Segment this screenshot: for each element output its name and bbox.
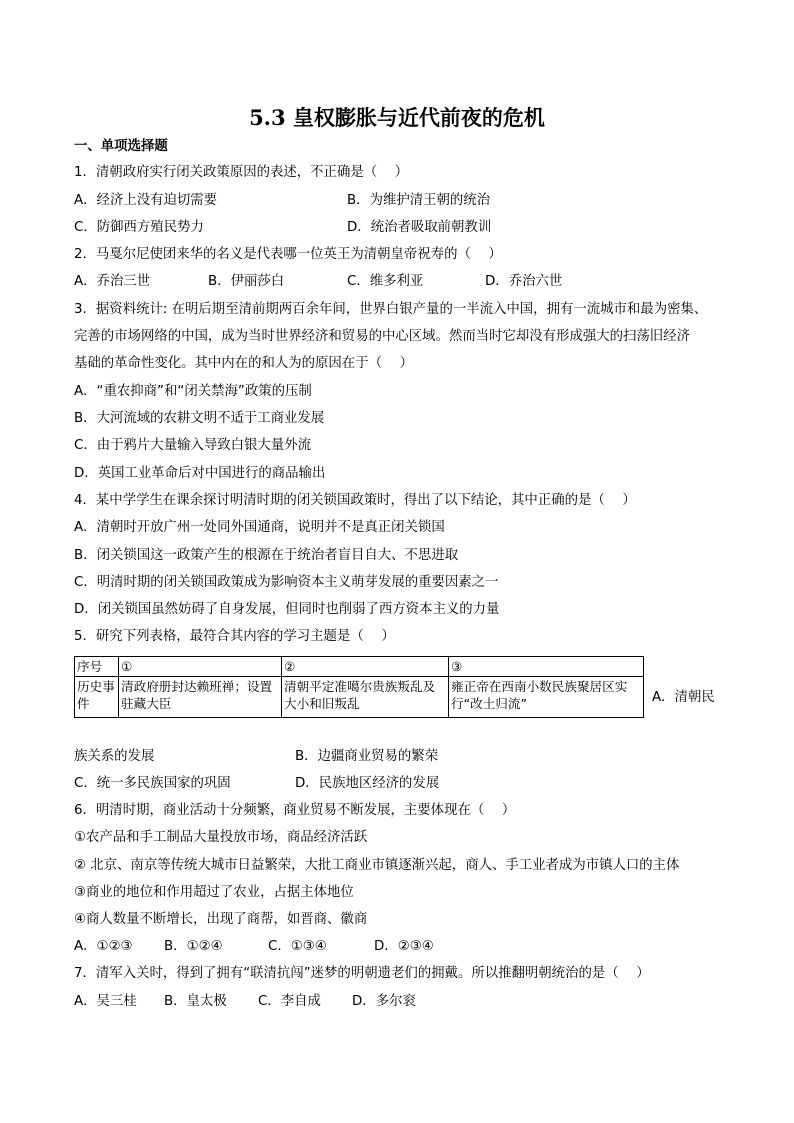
question-6-stem: 6．明清时期，商业活动十分频繁，商业贸易不断发展，主要体现在（ ） <box>74 803 516 818</box>
question-6-option-c[interactable]: C．①③④ <box>268 939 327 954</box>
question-4-option-c[interactable]: C．明清时期的闭关锁国政策成为影响资本主义萌芽发展的重要因素之一 <box>74 575 499 590</box>
question-6-option-d[interactable]: D．②③④ <box>374 939 434 954</box>
question-2-stem: 2．马戛尔尼使团来华的名义是代表哪一位英王为清朝皇帝祝寿的（ ） <box>74 247 502 262</box>
question-6-option-b[interactable]: B．①②④ <box>164 939 223 954</box>
table-header-3: ③ <box>449 657 644 677</box>
question-5-option-c[interactable]: C．统一多民族国家的巩固 <box>74 776 231 791</box>
table-cell-3: 雍正帝在西南小数民族聚居区实行“改土归流” <box>449 677 644 718</box>
question-2-option-b[interactable]: B．伊丽莎白 <box>208 274 285 289</box>
question-3-option-b[interactable]: B．大河流域的农耕文明不适于工商业发展 <box>74 411 325 426</box>
question-2-option-d[interactable]: D．乔治六世 <box>485 274 563 289</box>
question-5-table <box>74 656 644 718</box>
question-1-stem: 1．清朝政府实行闭关政策原因的表述，不正确是（ ） <box>74 165 409 180</box>
question-7-option-c[interactable]: C．李自成 <box>258 994 321 1009</box>
table-header-index: 序号 <box>75 657 119 677</box>
question-6-statement-3: ③商业的地位和作用超过了农业，占据主体地位 <box>74 885 354 900</box>
question-4-option-b[interactable]: B．闭关锁国这一政策产生的根源在于统治者盲目自大、不思进取 <box>74 548 459 563</box>
question-1-option-b[interactable]: B．为维护清王朝的统治 <box>347 193 491 208</box>
question-6-statement-4: ④商人数量不断增长，出现了商帮，如晋商、徽商 <box>74 912 368 927</box>
table-cell-1: 清政府册封达赖班禅；设置驻藏大臣 <box>119 677 282 718</box>
question-2-option-a[interactable]: A．乔治三世 <box>74 274 151 289</box>
question-6-statement-1: ①农产品和手工制品大量投放市场，商品经济活跃 <box>74 830 368 845</box>
table-header-1: ① <box>119 657 282 677</box>
question-3-option-d[interactable]: D．英国工业革命后对中国进行的商品输出 <box>74 466 326 481</box>
question-1-option-a[interactable]: A．经济上没有迫切需要 <box>74 193 218 208</box>
question-7-option-a[interactable]: A．吴三桂 <box>74 994 137 1009</box>
question-6-option-a[interactable]: A．①②③ <box>74 939 133 954</box>
question-3-stem-line-1: 3．据资料统计: 在明后期至清前期两百余年间，世界白银产量的一半流入中国，拥有一流城市和最为密集、 <box>74 302 708 317</box>
question-3-option-a[interactable]: A．“重农抑商”和“闭关禁海”政策的压制 <box>74 384 312 399</box>
page-title: 5.3 皇权膨胀与近代前夜的危机 <box>249 105 545 130</box>
question-7-stem: 7．清军入关时，得到了拥有“联清抗闯”迷梦的明朝遗老们的拥戴。所以推翻明朝统治的是（ ） <box>74 966 650 981</box>
question-5-option-a-part-1[interactable]: A．清朝民 <box>652 690 715 705</box>
question-3-stem-line-3: 基础的革命性变化。其中内在的和人为的原因在于（ ） <box>74 356 414 371</box>
table-row-label: 历史事件 <box>75 677 119 718</box>
question-5-option-d[interactable]: D．民族地区经济的发展 <box>295 776 440 791</box>
section-heading: 一、单项选择题 <box>74 139 168 154</box>
table-cell-2: 清朝平定准噶尔贵族叛乱及大小和旧叛乱 <box>282 677 449 718</box>
question-3-option-c[interactable]: C．由于鸦片大量输入导致白银大量外流 <box>74 438 311 453</box>
question-2-option-c[interactable]: C．维多利亚 <box>347 274 424 289</box>
question-7-option-d[interactable]: D．多尔衮 <box>352 994 416 1009</box>
question-6-statement-2: ② 北京、南京等传统大城市日益繁荣，大批工商业市镇逐渐兴起，商人、手工业者成为市镇人口的主体 <box>74 858 680 873</box>
question-4-option-d[interactable]: D．闭关锁国虽然妨碍了自身发展，但同时也削弱了西方资本主义的力量 <box>74 602 500 617</box>
question-3-stem-line-2: 完善的市场网络的中国，成为当时世界经济和贸易的中心区域。然而当时它却没有形成强大的扫荡旧经济 <box>74 329 690 344</box>
question-7-option-b[interactable]: B．皇太极 <box>164 994 227 1009</box>
question-1-option-c[interactable]: C．防御西方殖民势力 <box>74 220 204 235</box>
question-5-stem: 5．研究下列表格，最符合其内容的学习主题是（ ） <box>74 629 395 644</box>
question-4-stem: 4．某中学学生在课余探讨明清时期的闭关锁国政策时，得出了以下结论，其中正确的是（ ） <box>74 493 636 508</box>
question-1-option-d[interactable]: D．统治者吸取前朝教训 <box>347 220 492 235</box>
table-header-2: ② <box>282 657 449 677</box>
question-4-option-a[interactable]: A．清朝时开放广州一处同外国通商，说明并不是真正闭关锁国 <box>74 520 445 535</box>
question-5-option-b[interactable]: B．边疆商业贸易的繁荣 <box>295 749 439 764</box>
question-5-option-a-part-2[interactable]: 族关系的发展 <box>74 749 155 764</box>
